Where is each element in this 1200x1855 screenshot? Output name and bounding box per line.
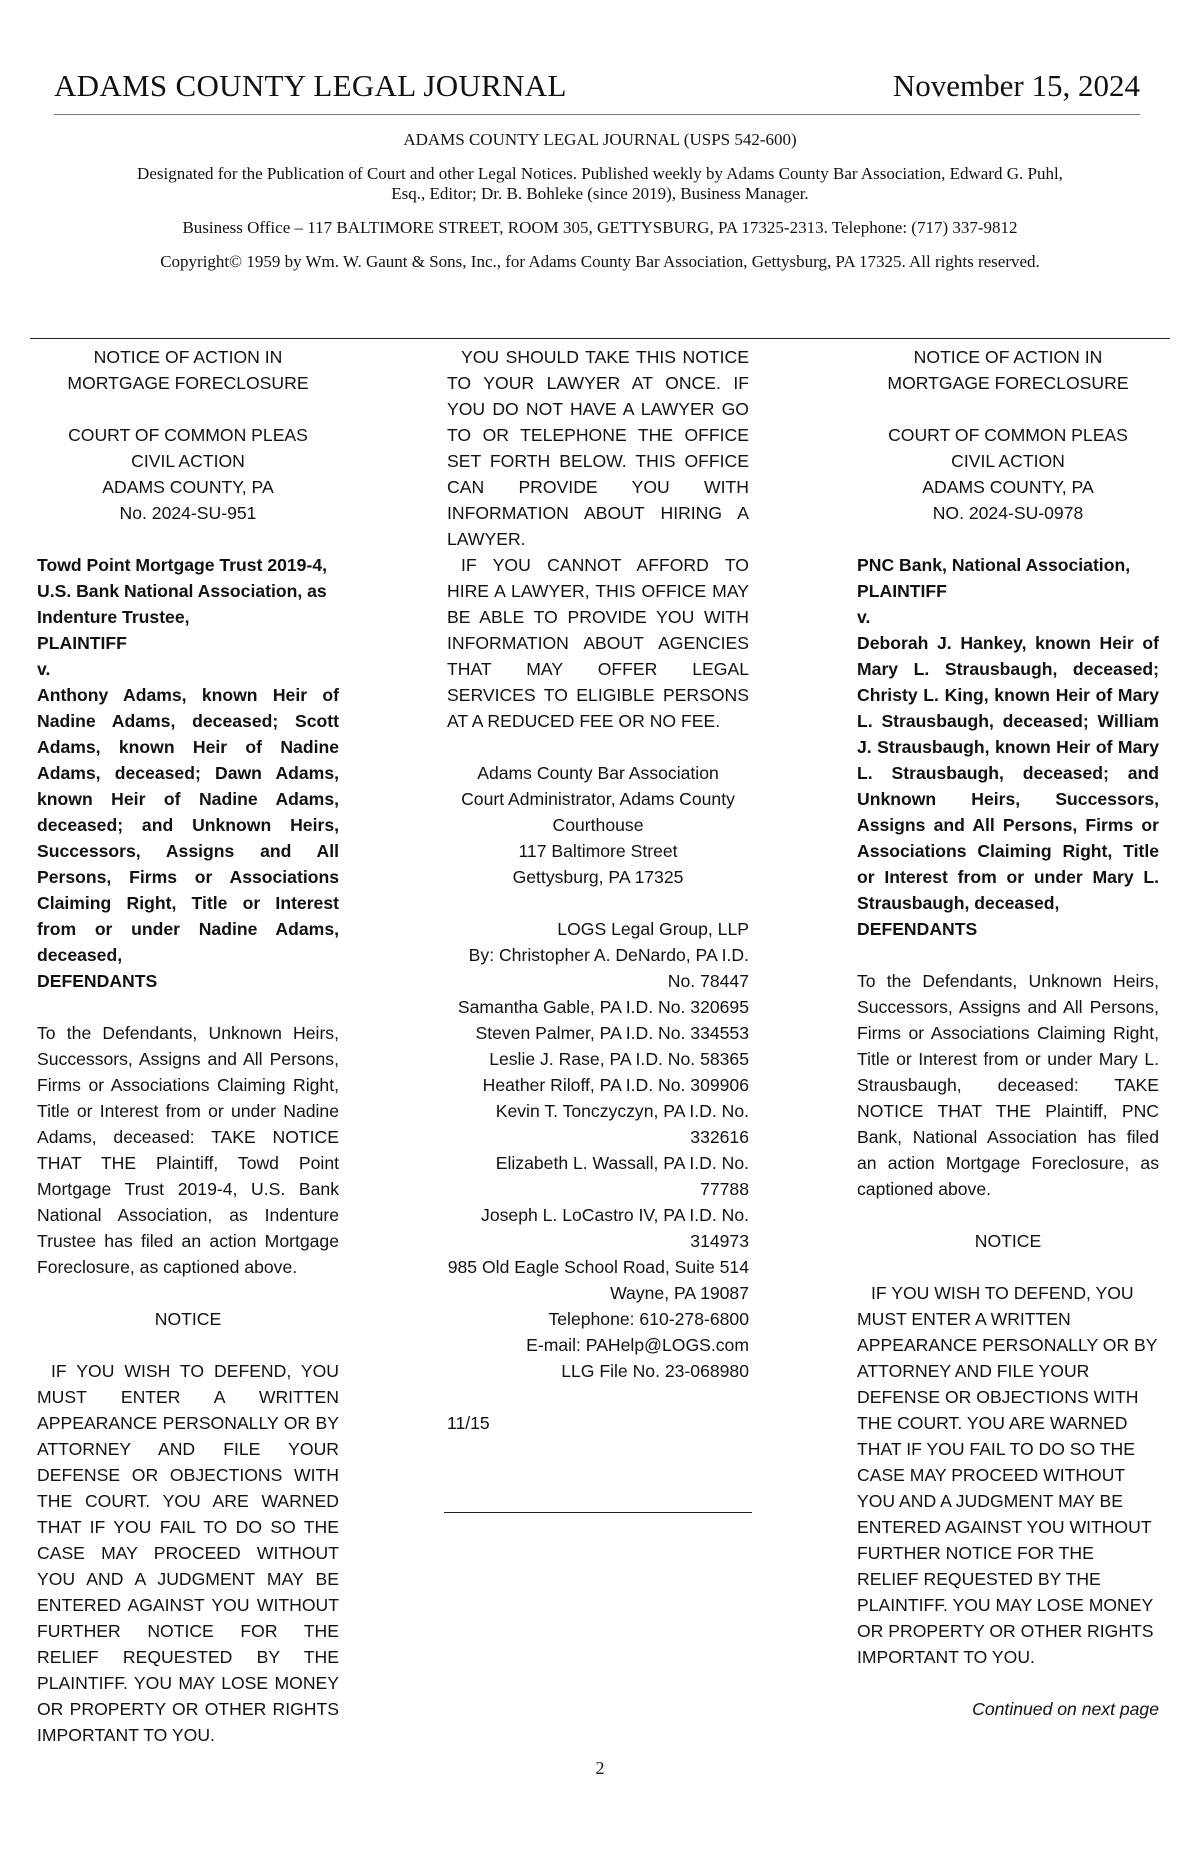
case-number: NO. 2024-SU-0978 — [932, 503, 1084, 523]
firm-line: LLG File No. 23-068980 — [561, 1361, 749, 1381]
page-number: 2 — [595, 1758, 605, 1778]
defendants-names: Anthony Adams, known Heir of Nadine Adams, deceased; Scott Adams, known Heir of Nadine Adams, deceased; Dawn Adams, known Heir of Nadine Adams, deceased; and Unknown Heirs, Successors, Assigns and All Persons, Firms or Associations Claiming Right, Title or Interest from or under Nadine Adams, deceased, — [37, 685, 339, 965]
office-line: Adams County Bar Association — [477, 763, 719, 783]
publisher-info — [120, 130, 1080, 272]
court-line: CIVIL ACTION — [951, 451, 1065, 471]
notice-end-rule — [444, 1512, 752, 1513]
notice-title: NOTICE — [974, 1231, 1042, 1251]
defendants-label: DEFENDANTS — [857, 919, 978, 939]
firm-line: Steven Palmer, PA I.D. No. 334553 — [475, 1023, 749, 1043]
notice-warning: IF YOU WISH TO DEFEND, YOU MUST ENTER A WRITTEN APPEARANCE PERSONALLY OR BY ATTORNEY AND FILE YOUR DEFENSE OR OBJECTIONS WITH THE COURT. YOU ARE WARNED THAT IF YOU FAIL TO DO SO THE CASE MAY PROCEED WITHOUT YOU AND A JUDGMENT MAY BE ENTERED AGAINST YOU WITHOUT FURTHER NOTICE FOR THE RELIEF REQUESTED BY THE PLAINTIFF. YOU MAY LOSE MONEY OR PROPERTY OR OTHER RIGHTS IMPORTANT TO YOU. — [37, 1361, 339, 1745]
publisher-copyright: Copyright© 1959 by Wm. W. Gaunt & Sons, Inc., for Adams County Bar Association, Gettysburg, PA 17325. All rights reserved. — [160, 252, 1040, 271]
defendants-label: DEFENDANTS — [37, 971, 158, 991]
notice-heading-line: NOTICE OF ACTION IN — [913, 347, 1103, 367]
masthead-rule — [54, 114, 1140, 115]
notice-body: To the Defendants, Unknown Heirs, Successors, Assigns and All Persons, Firms or Associations Claiming Right, Title or Interest from or under Nadine Adams, deceased: TAKE NOTICE THAT THE Plaintiff, Towd Point Mortgage Trust 2019-4, U.S. Bank National Association, as Indenture Trustee has filed an action Mortgage Foreclosure, as captioned above. — [37, 1023, 339, 1277]
versus: v. — [37, 659, 51, 679]
defendants-names: Deborah J. Hankey, known Heir of Mary L. Strausbaugh, deceased; Christy L. King, known Heir of Mary L. Strausbaugh, deceased; William J. Strausbaugh, known Heir of Mary L. Strausbaugh, deceased; and Unknown Heirs, Successors, Assigns and All Persons, Firms or Associations Claiming Right, Title or Interest from or under Mary L. Strausbaugh, deceased, — [857, 633, 1159, 913]
plaintiff-label: PLAINTIFF — [857, 581, 947, 601]
firm-line: Telephone: 610-278-6800 — [548, 1309, 749, 1329]
notice-column-left — [37, 344, 339, 1748]
plaintiff-name: Towd Point Mortgage Trust 2019-4, U.S. Bank National Association, as Indenture Trustee, — [37, 555, 328, 627]
firm-line: Joseph L. LoCastro IV, PA I.D. No. 314973 — [481, 1205, 749, 1251]
publisher-usps: ADAMS COUNTY LEGAL JOURNAL (USPS 542-600) — [403, 130, 797, 149]
firm-line: LOGS Legal Group, LLP — [557, 919, 749, 939]
plaintiff-label: PLAINTIFF — [37, 633, 127, 653]
court-line: COURT OF COMMON PLEAS — [888, 425, 1128, 445]
firm-line: E-mail: PAHelp@LOGS.com — [526, 1335, 749, 1355]
office-line: Gettysburg, PA 17325 — [512, 867, 684, 887]
notice-heading-line: MORTGAGE FORECLOSURE — [887, 373, 1129, 393]
firm-line: Elizabeth L. Wassall, PA I.D. No. 77788 — [495, 1153, 749, 1199]
firm-line: Leslie J. Rase, PA I.D. No. 58365 — [489, 1049, 749, 1069]
office-line: 117 Baltimore Street — [518, 841, 678, 861]
date-code: 11/15 — [447, 1413, 490, 1433]
court-line: COURT OF COMMON PLEAS — [68, 425, 308, 445]
firm-line: Samantha Gable, PA I.D. No. 320695 — [457, 997, 749, 1017]
afford-advice: IF YOU CANNOT AFFORD TO HIRE A LAWYER, THIS OFFICE MAY BE ABLE TO PROVIDE YOU WITH INFORMATION ABOUT AGENCIES THAT MAY OFFER LEGAL SERVICES TO ELIGIBLE PERSONS AT A REDUCED FEE OR NO FEE. — [447, 555, 749, 731]
journal-title: ADAMS COUNTY LEGAL JOURNAL — [54, 68, 567, 103]
versus: v. — [857, 607, 871, 627]
firm-line: 985 Old Eagle School Road, Suite 514 — [447, 1257, 749, 1277]
court-line: CIVIL ACTION — [131, 451, 245, 471]
office-line: Court Administrator, Adams County Courthouse — [461, 789, 735, 835]
notice-heading-line: MORTGAGE FORECLOSURE — [67, 373, 309, 393]
court-line: ADAMS COUNTY, PA — [922, 477, 1094, 497]
notice-title: NOTICE — [154, 1309, 222, 1329]
firm-line: Wayne, PA 19087 — [610, 1283, 749, 1303]
notice-body: To the Defendants, Unknown Heirs, Successors, Assigns and All Persons, Firms or Associations Claiming Right, Title or Interest from or under Mary L. Strausbaugh, deceased: TAKE NOTICE THAT THE Plaintiff, PNC Bank, National Association has filed an action Mortgage Foreclosure, as captioned above. — [857, 971, 1159, 1199]
plaintiff-name: PNC Bank, National Association, — [857, 555, 1131, 575]
column-top-rule — [30, 338, 1170, 339]
notice-column-right — [857, 344, 1159, 1722]
publisher-office: Business Office – 117 BALTIMORE STREET, ROOM 305, GETTYSBURG, PA 17325-2313. Telephone: (717) 337-9812 — [182, 218, 1018, 237]
lawyer-advice: YOU SHOULD TAKE THIS NOTICE TO YOUR LAWYER AT ONCE. IF YOU DO NOT HAVE A LAWYER GO TO OR TELEPHONE THE OFFICE SET FORTH BELOW. THIS OFFICE CAN PROVIDE YOU WITH INFORMATION ABOUT HIRING A LAWYER. — [447, 347, 749, 549]
firm-line: Heather Riloff, PA I.D. No. 309906 — [482, 1075, 749, 1095]
notice-heading-line: NOTICE OF ACTION IN — [93, 347, 283, 367]
firm-line: Kevin T. Tonczyczyn, PA I.D. No. 332616 — [495, 1101, 749, 1147]
notice-warning: IF YOU WISH TO DEFEND, YOU MUST ENTER A WRITTEN APPEARANCE PERSONALLY OR BY ATTORNEY AND FILE YOUR DEFENSE OR OBJECTIONS WITH THE COURT. YOU ARE WARNED THAT IF YOU FAIL TO DO SO THE CASE MAY PROCEED WITHOUT YOU AND A JUDGMENT MAY BE ENTERED AGAINST YOU WITHOUT FURTHER NOTICE FOR THE RELIEF REQUESTED BY THE PLAINTIFF. YOU MAY LOSE MONEY OR PROPERTY OR OTHER RIGHTS IMPORTANT TO YOU. — [857, 1283, 1158, 1667]
continued-note: Continued on next page — [972, 1699, 1159, 1719]
notice-column-middle — [447, 344, 749, 1436]
court-line: ADAMS COUNTY, PA — [102, 477, 274, 497]
firm-line: By: Christopher A. DeNardo, PA I.D. No. 78447 — [468, 945, 749, 991]
case-number: No. 2024-SU-951 — [119, 503, 257, 523]
publisher-designation: Designated for the Publication of Court and other Legal Notices. Published weekly by Adams County Bar Association, Edward G. Puhl, Esq., Editor; Dr. B. Bohleke (since 2019), Business Manager. — [137, 164, 1063, 203]
issue-date: November 15, 2024 — [892, 68, 1140, 103]
